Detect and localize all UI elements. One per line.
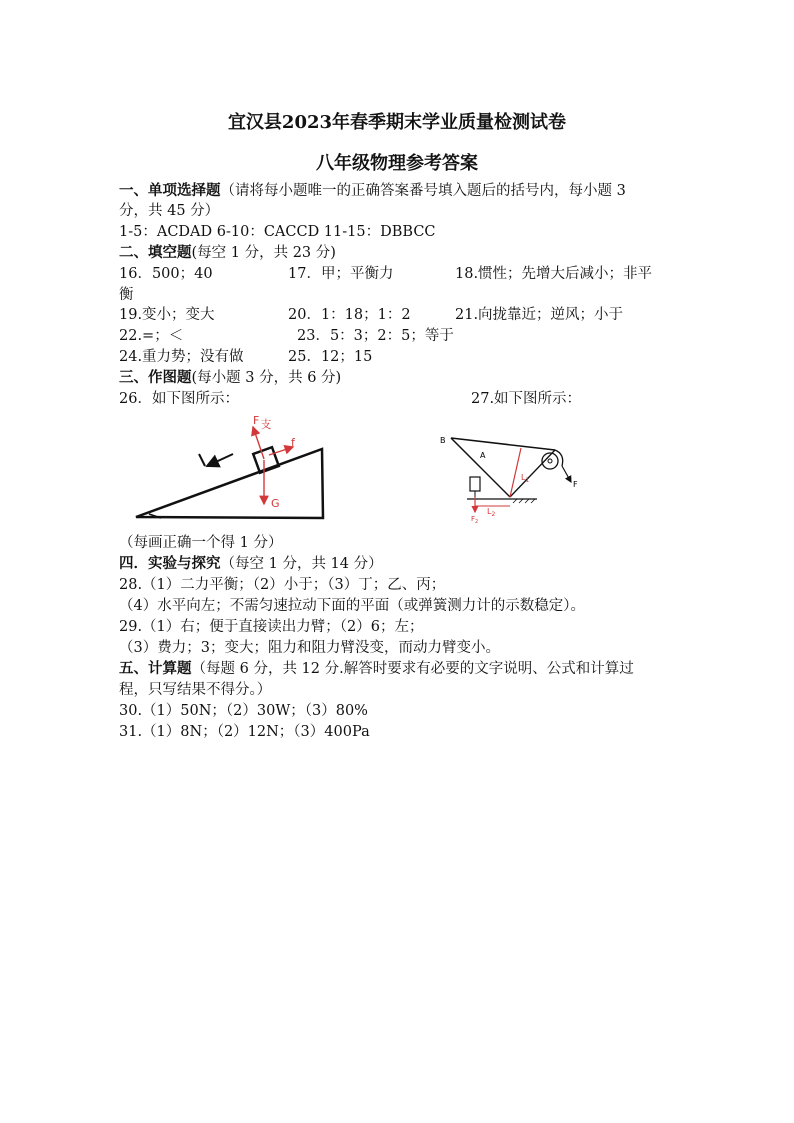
section-4-line <box>119 554 383 574</box>
figure-26-incline <box>133 412 333 522</box>
label-l1: $L_1$ <box>521 473 530 484</box>
section-5-line <box>119 659 634 679</box>
incline-triangle <box>136 449 323 518</box>
answer-20: 20．1：18；1：2 <box>288 307 411 323</box>
drawing-score-note: （每画正确一个得 1 分） <box>119 535 283 551</box>
section-1-heading: 一、单项选择题 <box>119 182 221 199</box>
answer-17: 17．甲；平衡力 <box>288 266 394 282</box>
choice-answers: 1-5：ACDAD 6-10：CACCD 11-15：DBBCC <box>119 224 436 240</box>
label-f2: $F_2$ <box>471 515 479 525</box>
answer-key-subtitle: 八年级物理参考答案 <box>316 153 478 174</box>
gravity-label: G <box>271 497 280 510</box>
section-5-heading: 五、计算题 <box>119 660 192 677</box>
answer-30: 30.（1）50N；（2）30W；（3）80% <box>119 703 368 719</box>
answer-31: 31.（1）8N；（2）12N；（3）400Pa <box>119 724 370 740</box>
section-5-note-cont: 程，只写结果不得分。） <box>119 682 272 698</box>
l1-arm-line <box>510 448 521 497</box>
label-f: F <box>573 480 578 489</box>
section-4-note: （每空 1 分，共 14 分） <box>220 556 383 572</box>
answer-23: 23．5：3；2：5；等于 <box>297 328 454 344</box>
hanging-weight <box>470 477 480 491</box>
answer-29: 29.（1）右；便于直接读出力臂；（2）6；左； <box>119 619 424 635</box>
section-1-note-cont: 分，共 45 分） <box>119 203 220 219</box>
pulley-axle <box>548 459 552 463</box>
section-3-heading: 三、作图题 <box>119 369 192 386</box>
pulley-rope <box>555 450 563 466</box>
section-2-line <box>119 243 336 263</box>
answer-27-label: 27.如下图所示： <box>471 391 582 407</box>
label-a: A <box>480 451 486 460</box>
section-2-note: (每空 1 分，共 23 分) <box>191 245 336 261</box>
answer-28-cont: （4）水平向左；不需匀速拉动下面的平面（或弹簧测力计的示数稳定）。 <box>119 598 585 614</box>
answer-18: 18.惯性；先增大后减小；非平 <box>455 266 653 282</box>
answer-16: 16．500；40 <box>119 266 213 282</box>
answer-21: 21.向拢靠近；逆风；小于 <box>455 307 624 323</box>
answer-29-cont: （3）费力；3；变大；阻力和阻力臂没变，而动力臂变小。 <box>119 640 500 656</box>
figure-27-lever <box>437 430 597 525</box>
section-3-line <box>119 368 341 388</box>
label-b: B <box>440 436 446 445</box>
section-3-note: (每小题 3 分，共 6 分) <box>191 370 342 386</box>
motion-arrow <box>207 454 233 466</box>
section-1-note: （请将每小题唯一的正确答案番号填入题后的括号内，每小题 3 <box>220 183 626 199</box>
answer-26-label: 26．如下图所示： <box>119 391 239 407</box>
section-4-heading: 四．实验与探究 <box>119 555 221 572</box>
answer-28: 28.（1）二力平衡；（2）小于；（3）丁；乙、丙； <box>119 577 446 593</box>
answer-24: 24.重力势；没有做 <box>119 349 244 365</box>
section-5-note: （每题 6 分，共 12 分.解答时要求有必要的文字说明、公式和计算过 <box>191 661 634 677</box>
answer-22: 22.=；＜ <box>119 328 184 344</box>
answer-25: 25．12；15 <box>288 349 373 365</box>
motion-arrow-tick <box>199 454 205 466</box>
section-2-heading: 二、填空题 <box>119 244 192 261</box>
rope-top <box>451 438 555 450</box>
answer-18-cont: 衡 <box>119 287 134 303</box>
section-1-line <box>119 181 626 201</box>
pull-force-arrow <box>562 466 571 482</box>
answer-19: 19.变小；变大 <box>119 307 215 323</box>
support-force-label: F支 <box>253 414 272 431</box>
wall-right <box>510 450 555 497</box>
exam-title: 宜汉县2023年春季期末学业质量检测试卷 <box>227 112 567 133</box>
label-l2: $L_2$ <box>487 507 496 518</box>
friction-label: f <box>291 436 295 449</box>
